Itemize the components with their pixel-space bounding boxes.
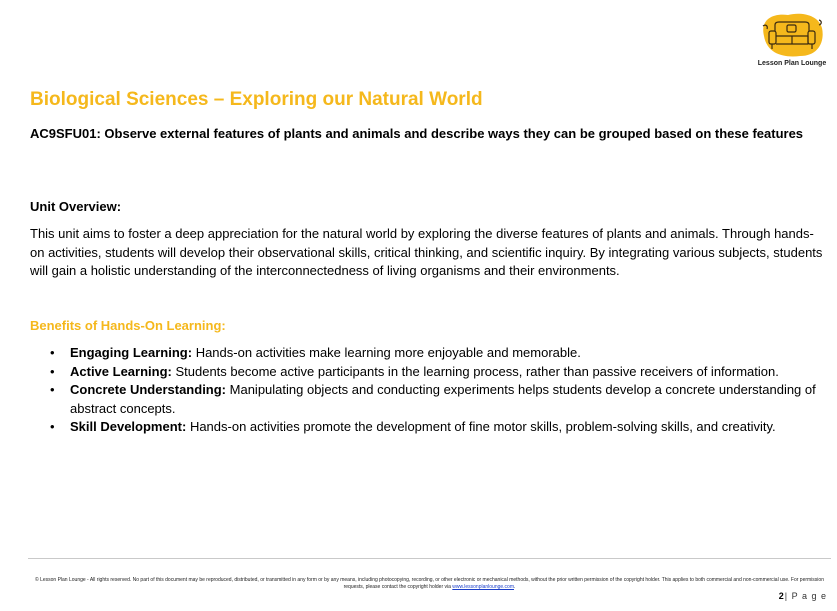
- benefit-term: Concrete Understanding:: [70, 382, 227, 397]
- copyright-text: © Lesson Plan Lounge - All rights reserved. No part of this document may be reproduced, distributed, or transmitted in any form or by any means, including photocopying, recording, or other electronic or mechanical methods, without the prior written permission of the copyright holder. This applies to both commercial and non-commercial use. For permission requests, please contact the copyright holder via: [35, 577, 824, 590]
- page-label: | P a g e: [784, 591, 827, 601]
- website-link[interactable]: www.lessonplanlounge.com: [452, 584, 514, 590]
- benefit-term: Skill Development:: [70, 419, 187, 434]
- page-number: [779, 591, 827, 601]
- benefit-term: Active Learning:: [70, 363, 172, 379]
- page-number-value: 2: [778, 591, 785, 601]
- copyright-notice: © Lesson Plan Lounge - All rights reserved. No part of this document may be reproduced, distributed, or transmitted in any form or by any means, including photocopying, recording, or other electronic or mechanical methods, without the prior written permission of the copyright holder. This applies to both commercial and non-commercial use. For permission requests, please contact the copyright holder via www.lessonplanlounge.com.: [35, 577, 824, 590]
- bullet-icon: •: [50, 419, 55, 434]
- sofa-icon: [758, 12, 826, 58]
- bullet-icon: •: [50, 382, 55, 397]
- logo: [756, 12, 828, 70]
- benefit-desc: Manipulating objects and conducting experiments helps students develop a concrete understanding of abstract concepts.: [70, 382, 816, 416]
- page-title: Biological Sciences – Exploring our Natural World: [30, 89, 483, 110]
- overview-text: This unit aims to foster a deep appreciation for the natural world by exploring the diverse features of plants and animals. Through hands-on activities, students will develop their observational skills, critical thinking, and scientific inquiry. By integrating various subjects, students will gain a holistic understanding of the interconnectedness of living organisms and their environments.: [30, 226, 823, 278]
- benefit-desc: Students become active participants in the learning process, rather than passive receivers of information.: [175, 363, 779, 379]
- benefit-desc: Hands-on activities make learning more enjoyable and memorable.: [195, 345, 581, 360]
- bullet-icon: •: [50, 363, 55, 379]
- curriculum-code: AC9SFU01: Observe external features of plants and animals and describe ways they can be grouped based on these features: [30, 126, 804, 141]
- benefit-item: [50, 344, 830, 363]
- benefits-list: [50, 344, 830, 437]
- bullet-icon: •: [50, 345, 55, 360]
- benefit-desc: Hands-on activities promote the development of fine motor skills, problem-solving skills, and creativity.: [189, 419, 776, 434]
- benefit-item: [50, 363, 830, 382]
- benefit-item: [50, 418, 830, 437]
- benefit-term: Engaging Learning:: [70, 345, 193, 360]
- footer-divider: [28, 558, 831, 559]
- benefits-heading: Benefits of Hands-On Learning:: [30, 318, 226, 333]
- overview-heading: Unit Overview:: [30, 199, 122, 214]
- benefit-item: [50, 381, 830, 418]
- logo-text: Lesson Plan Lounge: [757, 60, 827, 67]
